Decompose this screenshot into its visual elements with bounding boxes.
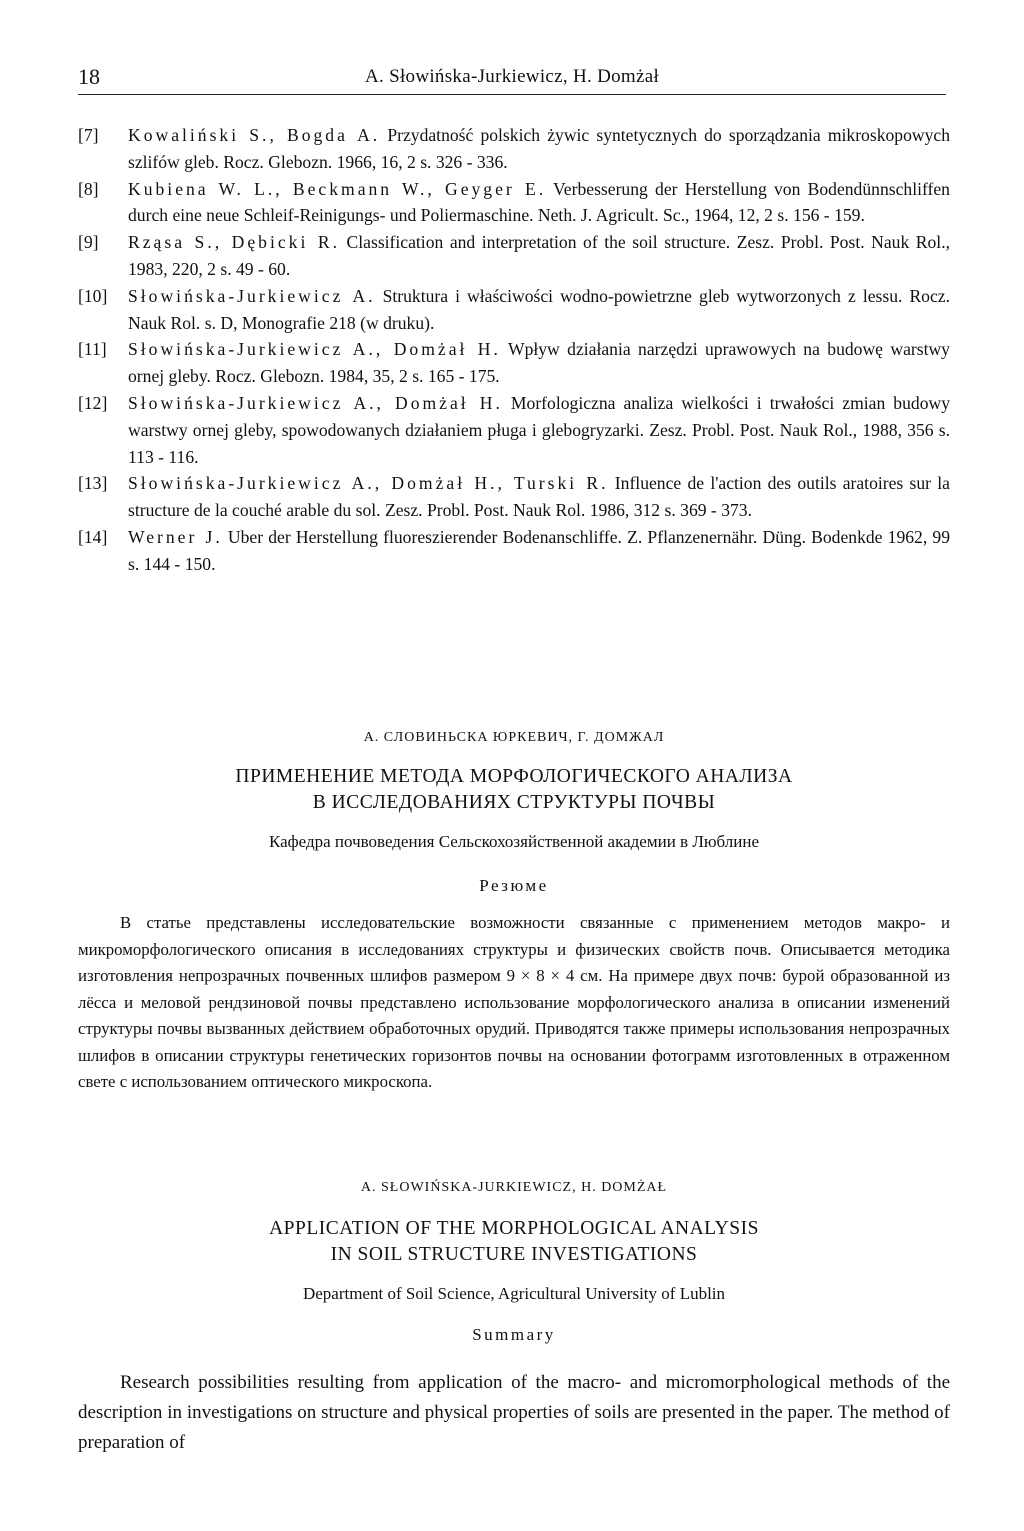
page-header xyxy=(78,58,946,95)
english-title-line: APPLICATION OF THE MORPHOLOGICAL ANALYSIS xyxy=(269,1218,759,1239)
russian-authors: А. СЛОВИНЬСКА ЮРКЕВИЧ, Г. ДОМЖАЛ xyxy=(363,730,665,745)
reference-number: [13] xyxy=(78,473,108,494)
reference-item xyxy=(78,470,950,524)
reference-text: Wpływ działania narzędzi uprawowych na budowę warstwy ornej gleby. Rocz. Glebozn. 1984, 35, 2 s. 165 - 175. xyxy=(128,339,950,387)
reference-text: Classification and interpretation of the soil structure. Zesz. Probl. Post. Nauk Rol., 1983, 220, 2 s. 49 - 60. xyxy=(128,232,950,279)
english-abstract: Research possibilities resulting from application of the macro- and micromorphological methods of the description in investigations on structure and physical properties of soils are presented in the paper. The method of preparation of xyxy=(78,1372,950,1453)
reference-text: Struktura i właściwości wodno-powietrzne gleb wytworzonych z lessu. Rocz. Nauk Rol. s. D, Monografie 218 (w druku). xyxy=(128,285,950,333)
reference-number: [9] xyxy=(78,232,99,253)
russian-title-line: ПРИМЕНЕНИЕ МЕТОДА МОРФОЛОГИЧЕСКОГО АНАЛИЗА xyxy=(235,766,793,787)
page-number: 18 xyxy=(78,64,100,89)
russian-title-line: В ИССЛЕДОВАНИЯХ СТРУКТУРЫ ПОЧВЫ xyxy=(312,792,716,813)
reference-text: Verbesserung der Herstellung von Bodendünnschliffen durch eine neue Schleif-Reinigungs- und Poliermaschine. Neth. J. Agricult. Sc., 1964, 12, 2 s. 156 - 159. xyxy=(128,178,950,226)
reference-text: Przydatność polskich żywic syntetycznych do sporządzania mikroskopowych szlifów gleb. Rocz. Glebozn. 1966, 16, 2 s. 326 - 336. xyxy=(128,125,950,172)
reference-authors: Słowińska-Jurkiewicz A., Domżał H., Turski R. xyxy=(128,473,609,494)
reference-number: [10] xyxy=(78,285,108,306)
reference-item xyxy=(78,176,950,230)
english-summary-heading: Summary xyxy=(472,1325,556,1344)
reference-text: Morfologiczna analiza wielkości i trwałości zmian budowy warstwy ornej gleby, spowodowanych działaniem pługa i glebogryzarki. Zesz. Probl. Post. Nauk Rol., 1988, 356 s. 113 - 116. xyxy=(128,392,950,467)
russian-affiliation: Кафедра почвоведения Сельскохозяйственной академии в Люблине xyxy=(268,832,760,851)
reference-text: Uber der Herstellung fluoreszierender Bodenanschliffe. Z. Pflanzenernähr. Düng. Bodenkde 1962, 99 s. 144 - 150. xyxy=(128,526,950,574)
reference-item xyxy=(78,390,950,470)
russian-abstract: В статье представлены исследовательские возможности связанные с применением методов макро- и микроморфологического описания в исследованиях структуры и физических свойств почв. Описывается методика изготовления непрозрачных почвенных шлифов размером 9 × 8 × 4 см. На примере двух почв: бурой образованной из лёсса и меловой рендзиновой почвы представлено использование морфологического анализа в описании изменений структуры почвы вызванных действием обработочных орудий. Приводятся также примеры использования непрозрачных шлифов в описании структуры генетических горизонтов почвы на основании фотограмм изготовленных в отраженном свете с использованием оптического микроскопа. xyxy=(78,913,950,1091)
reference-item xyxy=(78,283,950,337)
english-authors: A. SŁOWIŃSKA-JURKIEWICZ, H. DOMŻAŁ xyxy=(360,1180,668,1195)
russian-title xyxy=(78,764,950,816)
reference-item xyxy=(78,524,950,578)
reference-authors: Werner J. xyxy=(128,526,223,547)
english-affiliation: Department of Soil Science, Agricultural University of Lublin xyxy=(302,1284,726,1303)
reference-item xyxy=(78,122,950,176)
running-title: A. Słowińska-Jurkiewicz, H. Domżał xyxy=(364,66,660,87)
russian-summary-heading: Резюме xyxy=(479,876,549,895)
reference-list xyxy=(78,122,950,578)
reference-text: Influence de l'action des outils aratoires sur la structure de la couché arable du sol. Zesz. Probl. Post. Nauk Rol. 1986, 312 s. 369 - 373. xyxy=(128,473,950,521)
reference-number: [12] xyxy=(78,392,108,413)
reference-authors: Słowińska-Jurkiewicz A., Domżał H. xyxy=(128,392,503,413)
reference-authors: Kowaliński S., Bogda A. xyxy=(128,125,381,145)
reference-number: [11] xyxy=(78,339,107,360)
reference-item xyxy=(78,229,950,283)
reference-authors: Słowińska-Jurkiewicz A., Domżał H. xyxy=(128,339,501,360)
reference-authors: Słowińska-Jurkiewicz A. xyxy=(128,285,376,306)
english-title xyxy=(78,1216,950,1268)
reference-item xyxy=(78,336,950,390)
reference-authors: Rząsa S., Dębicki R. xyxy=(128,232,341,253)
reference-number: [8] xyxy=(78,178,99,199)
reference-number: [14] xyxy=(78,526,108,547)
reference-number: [7] xyxy=(78,125,99,145)
english-title-line: IN SOIL STRUCTURE INVESTIGATIONS xyxy=(330,1244,698,1265)
reference-authors: Kubiena W. L., Beckmann W., Geyger E. xyxy=(128,178,547,199)
